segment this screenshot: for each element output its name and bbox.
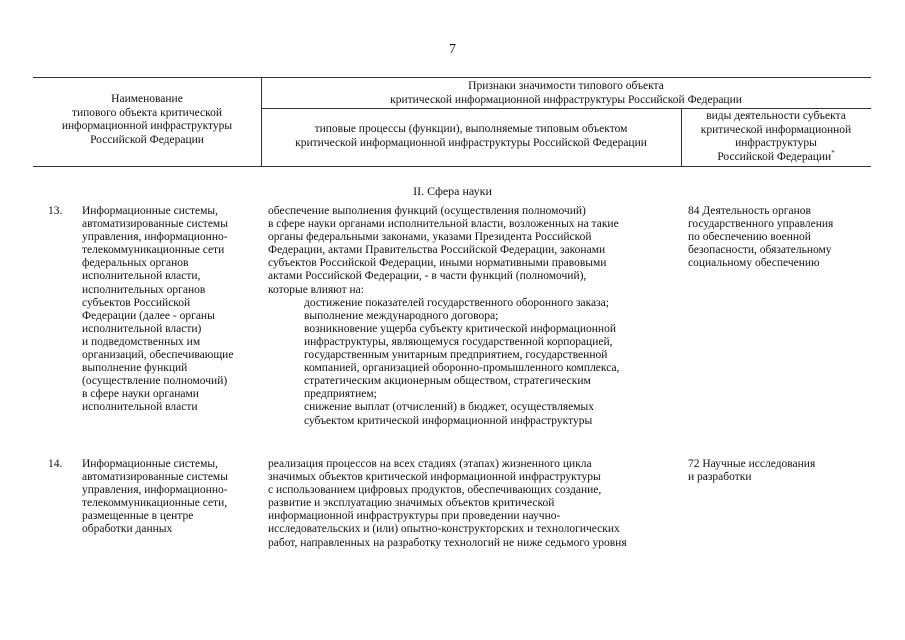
header-mid-rule (261, 108, 871, 109)
row-number: 14. (48, 458, 63, 470)
row-13-activity: 84 Деятельность органов государственного управления по обеспечению военной безопасности, обязательному социальному обеспечению (688, 205, 834, 270)
row-14-object-name: Информационные системы, автоматизированные системы управления, информационно- телекоммуникационные сети, размещенные в центре обработки данных (82, 458, 228, 536)
header-bottom-rule (33, 166, 871, 167)
row-14-activity: 72 Научные исследования и разработки (688, 458, 816, 484)
row-number: 13. (48, 205, 63, 217)
page-number: 7 (449, 42, 456, 57)
footnote-mark: * (831, 148, 835, 157)
section-title: II. Сфера науки (413, 184, 492, 198)
header-name-column: Наименование типового объекта критической информационной инфраструктуры Российской Федерации (61, 93, 233, 146)
header-activity-column: виды деятельности субъекта критической информационной инфраструктуры Российской Федерации* (700, 110, 852, 163)
row-13-processes: обеспечение выполнения функций (осуществления полномочий) в сфере науки органами исполнительной власти, возложенных на такие органы федеральными законами, указами Президента Российской Федерации, актами Правительства Российской Федерации, законами субъектов Российской Федерации, иными нормативными правовыми актами Российской Федерации, - в части функций (полномочий), которые влияют на: достижение показателей государственного оборонного заказа; выполнение международного договора; возникновение ущерба субъекту критической информационной инфраструктуры, являющемуся государственной корпорацией, государственным унитарным предприятием, государственной компанией, организацией оборонно-промышленного комплекса, стратегическим акционерным обществом, стратегическим предприятием; снижение выплат (отчислений) в бюджет, осуществляемых субъектом критической информационной инфраструктуры (268, 205, 620, 427)
header-processes-column: типовые процессы (функции), выполняемые типовым объектом критической информационной инфраструктуры Российской Федерации (295, 123, 647, 149)
row-14-processes: реализация процессов на всех стадиях (этапах) жизненного цикла значимых объектов критической информационной инфраструктуры с использованием цифровых продуктов, обеспечивающих создание, развитие и эксплуатацию значимых объектов критической информационной инфраструктуры при проведении научно- исследовательских и (или) опытно-конструкторских и технологических работ, направленных на разработку технологий не ниже седьмого уровня (268, 458, 627, 549)
header-top-rule (33, 77, 871, 78)
row-13-object-name: Информационные системы, автоматизированные системы управления, информационно- телекоммуникационные сети федеральных органов исполнительной власти, исполнительных органов субъектов Российской Федерации (далее - органы исполнительной власти) и подведомственных им организаций, обеспечивающие выполнение функций (осуществление полномочий) в сфере науки органами исполнительной власти (82, 205, 234, 414)
header-group-title: Признаки значимости типового объекта критической информационной инфраструктуры Российской Федерации (390, 80, 742, 106)
